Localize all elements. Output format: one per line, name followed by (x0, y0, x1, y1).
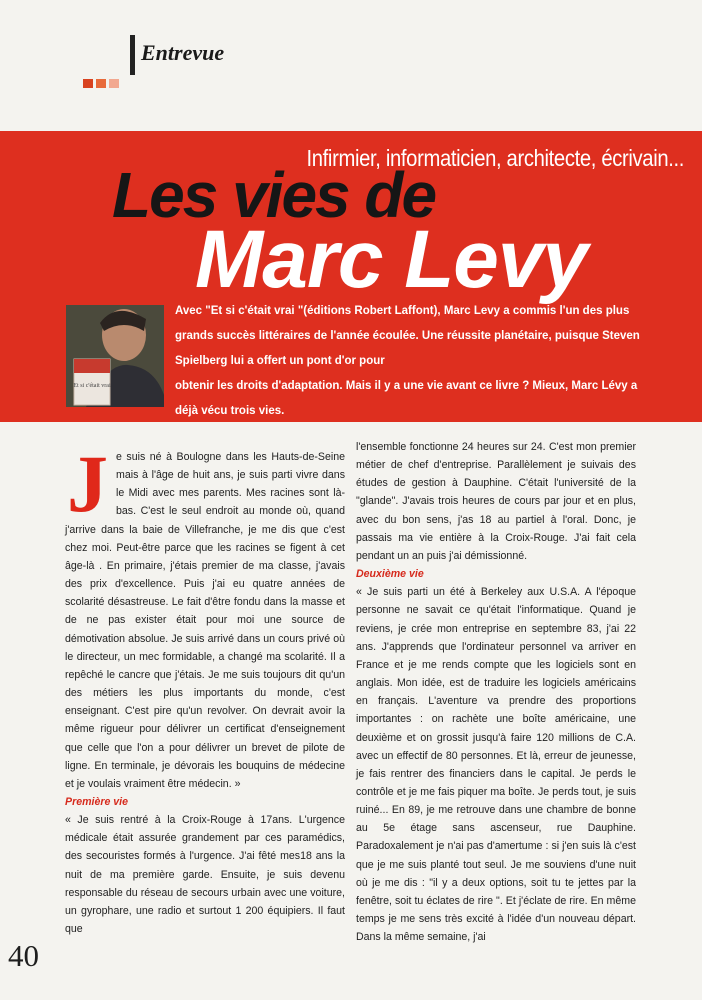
page-number: 40 (8, 938, 39, 973)
lead-line: déjà vécu trois vies. (175, 405, 285, 417)
lead-line: Avec "Et si c'était vrai "(éditions Robert Laffont), Marc Levy a commis l'un des plus (175, 305, 630, 317)
book-cover-text: Et si c'était vrai (73, 383, 111, 389)
intro-paragraph: e suis né à Boulogne dans les Hauts-de-Seine mais à l'âge de huit ans, je suis parti vivre dans le Midi avec mes parents. Mes racines sont là-bas. C'est le seul endroit au monde où, quand j'arrive dans la baie de Villefranche, je me dis que c'est chez moi. Peut-être parce que les racines se figent à cet âge-là . En primaire, j'étais premier de ma classe, j'avais des prix d'excellence. Puis j'ai eu quatre années de scolarité désastreuse. Le fait d'être fondu dans la masse et de ne pas exister était pour moi une source de démotivation absolue. Je suis arrivé dans un cours privé où le directeur, un mec formidable, a changé ma scolarité. Il a repêché le cancre que j'étais. Je me suis toujours dit qu'un des métiers les plus importants du monde, c'est enseignant. C'est pire qu'un revolver. On devrait avoir la même rigueur pour délivrer un certificat d'enseignement que celle que l'on a pour délivrer un brevet de pilote de ligne. En terminale, je dévorais les bouquins de médecine et je voulais vraiment être médecin. » (65, 451, 345, 790)
lead-paragraph (175, 299, 680, 424)
kicker: Infirmier, informaticien, architecte, écrivain... (306, 145, 684, 171)
article-column-1 (65, 438, 345, 938)
article-column-2 (356, 438, 636, 946)
square-3 (109, 79, 119, 88)
square-2 (96, 79, 106, 88)
first-life-paragraph: « Je suis rentré à la Croix-Rouge à 17ans. L'urgence médicale était assurée grandement par ces paramédics, des secouristes formés à l'urgence. J'ai fêté mes18 ans la nuit de ma première garde. Ensuite, je suis devenu responsable du réseau de secours urbain avec une voiture, un gyrophare, une radio et surtout 1 200 équipiers. Il faut que (65, 814, 345, 936)
lead-line: grands succès littéraires de l'année écoulée. Une réussite planétaire, puisque Steven (175, 330, 640, 342)
second-life-paragraph: « Je suis parti un été à Berkeley aux U.S.A. A l'époque personne ne savait ce qu'était l'informatique. Quand je reviens, je crée mon entreprise en septembre 83, j'ai 22 ans. J'apprends que l'ordinateur personnel va arriver en France et je me rends compte que les logiciels sont en anglais. Mon idée, est de traduire les logiciels américains en français. L'aventure va prendre des proportions importantes : on rachète une boîte américaine, une deuxième et on grossit jusqu'à faire 120 millions de C.A. avec un effectif de 80 personnes. Et là, erreur de jeunesse, je fais rentrer des financiers dans le capital. Je perds le contrôle et je me fais piquer ma boîte. Je perds tout, je suis ruiné... En 89, je me retrouve dans une chambre de bonne au 5e étage sans ascenseur, rue Dauphine. Paradoxalement je n'ai pas d'amertume : si j'en suis là c'est que je me suis planté tout seul. Je me souviens d'une nuit où je me dis : "il y a deux options, soit tu te jettes par la fenêtre, soit tu éclates de rire ". Et j'éclate de rire. En même temps je me sens très excité à l'idée d'un nouveau départ. Dans la même semaine, j'ai (356, 586, 636, 944)
author-photo (66, 305, 164, 407)
headline-line-1: Les vies de (112, 159, 436, 231)
subhead-second-life: Deuxième vie (356, 568, 424, 581)
section-rubric: Entrevue (141, 40, 225, 65)
dropcap: J (67, 438, 108, 529)
subhead-first-life: Première vie (65, 795, 129, 808)
decorative-squares (83, 79, 119, 88)
lead-line: Spielberg lui a offert un pont d'or pour (175, 355, 385, 367)
rubric-bar (130, 35, 135, 75)
headline-line-2: Marc Levy (195, 214, 588, 305)
continuation-paragraph: l'ensemble fonctionne 24 heures sur 24. C'est mon premier métier de chef d'entreprise. Parallèlement je suivais des études de gestion à Dauphine. C'était l'université de la "glande". J'avais trois heures de cours par jour et en plus, avec du bon sens, j'as 18 au partiel à l'oral. Donc, je passais ma vie entière à la Croix-Rouge. J'ai fait cela pendant un an puis j'ai démissionné. (356, 441, 636, 562)
lead-line: obtenir les droits d'adaptation. Mais il y a une vie avant ce livre ? Mieux, Marc Lévy a (175, 380, 638, 392)
square-1 (83, 79, 93, 88)
